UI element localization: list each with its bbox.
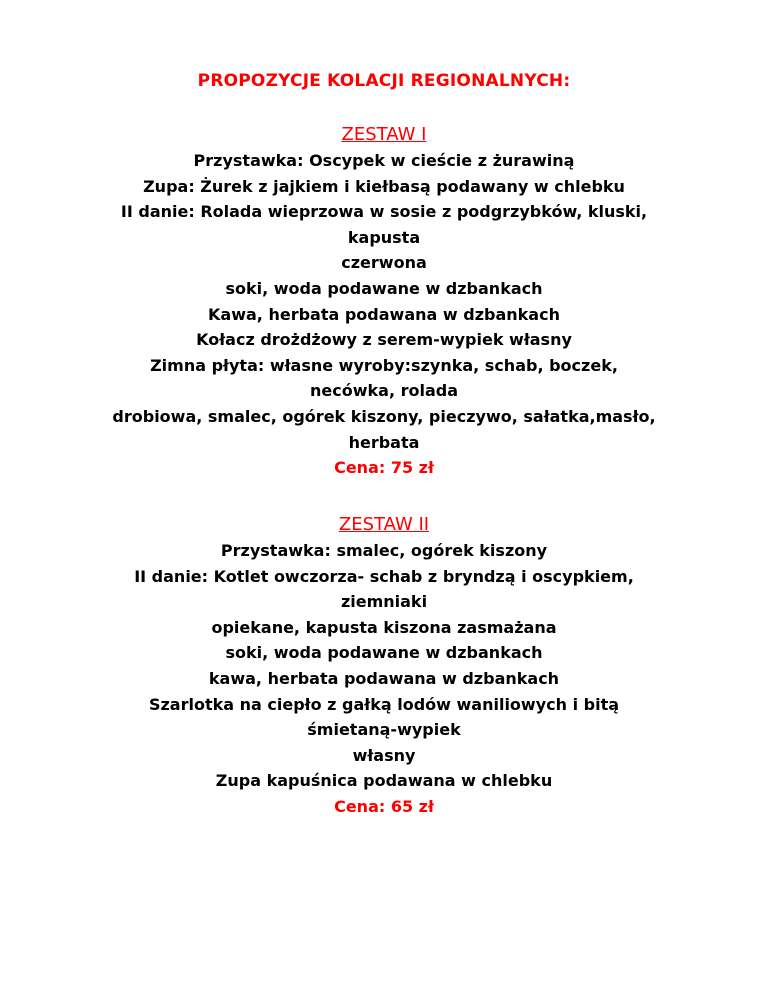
set-2-line: Przystawka: smalec, ogórek kiszony — [220, 541, 548, 560]
set-2-line: kawa, herbata podawana w dzbankach — [208, 668, 560, 688]
set-1-line: II danie: Rolada wieprzowa w sosie z podgrzybków, kluski, — [120, 202, 648, 222]
set-1-line: Kołacz drożdżowy z serem-wypiek własny — [196, 330, 572, 350]
set-2-line: soki, woda podawane w dzbankach — [225, 643, 543, 663]
set-2-line: Szarlotka na ciepło z gałką lodów waniliowych i bitą — [148, 694, 620, 714]
page-title: PROPOZYCJE KOLACJI REGIONALNYCH: — [197, 71, 571, 91]
set-1-line: Zupa: Żurek z jajkiem i kiełbasą podawany w chlebku — [143, 176, 625, 196]
set-1-line: herbata — [348, 432, 420, 452]
set-1-line: drobiowa, smalec, ogórek kiszony, pieczywo, sałatka,masło, — [112, 406, 656, 426]
set-1-line: Kawa, herbata podawana w dzbankach — [208, 304, 560, 324]
set-2 — [0, 512, 768, 820]
set-2-line: Zupa kapuśnica podawana w chlebku — [215, 771, 553, 791]
set-1-line: czerwona — [341, 253, 427, 273]
set-2-heading: ZESTAW II — [338, 514, 430, 535]
set-2-line: ziemniaki — [340, 592, 428, 612]
set-2-line: śmietaną-wypiek — [307, 720, 461, 740]
set-1-price: Cena: 75 zł — [334, 458, 434, 478]
set-1-line: soki, woda podawane w dzbankach — [225, 278, 543, 298]
set-1-line: necówka, rolada — [310, 381, 458, 401]
set-2-line: własny — [352, 745, 416, 765]
set-1-line: Przystawka: Oscypek w cieście z żurawiną — [193, 151, 575, 170]
set-1-line: Zimna płyta: własne wyroby:szynka, schab, boczek, — [150, 355, 618, 375]
set-2-price: Cena: 65 zł — [334, 796, 434, 816]
set-2-line: II danie: Kotlet owczorza- schab z bryndzą i oscypkiem, — [134, 566, 634, 586]
set-1-line: kapusta — [347, 227, 421, 247]
set-1-heading: ZESTAW I — [341, 124, 427, 145]
set-2-line: opiekane, kapusta kiszona zasmażana — [211, 617, 557, 637]
set-1 — [0, 122, 768, 481]
